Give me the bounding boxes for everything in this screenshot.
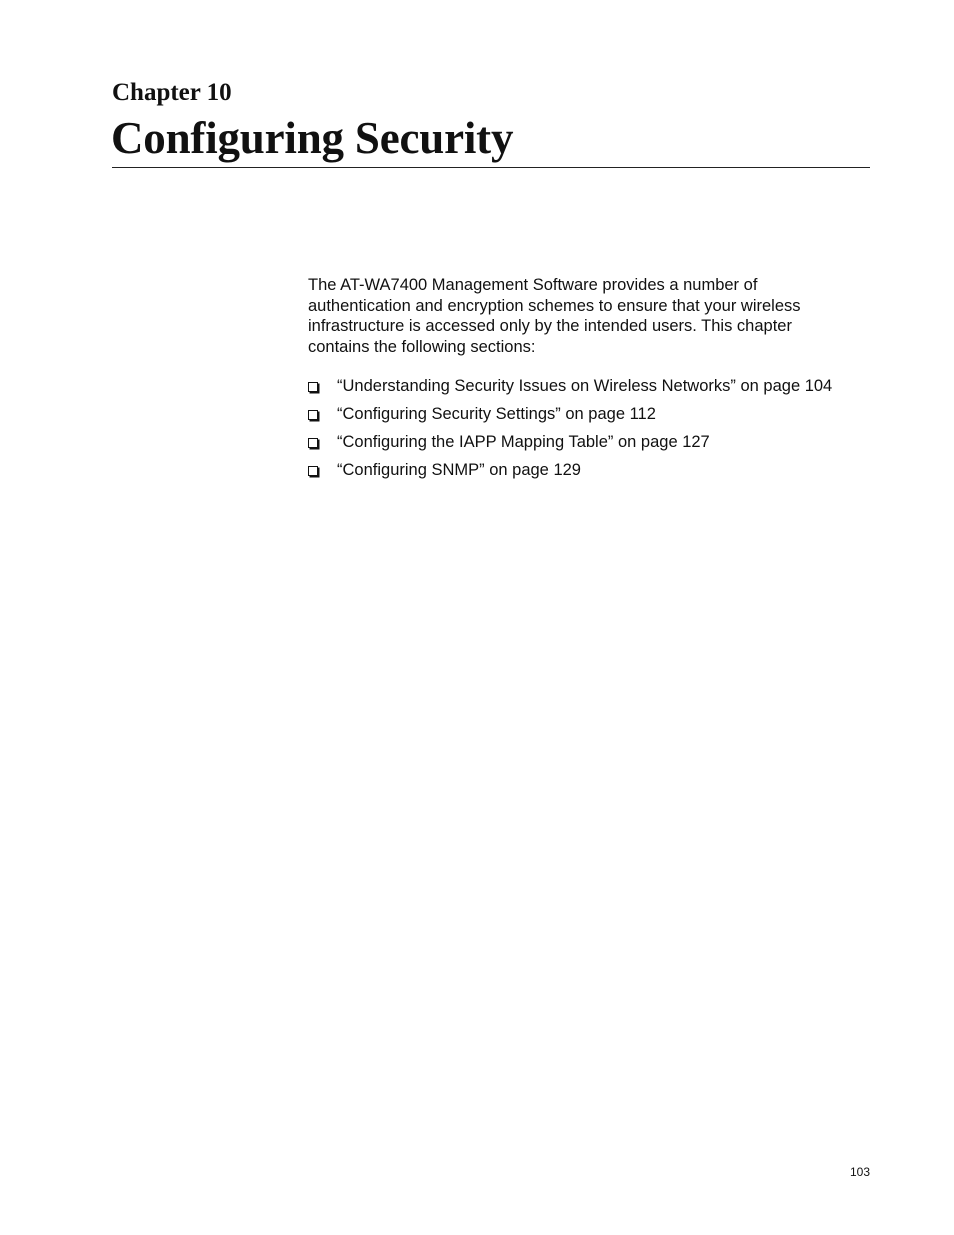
page-number: 103	[849, 1165, 870, 1179]
section-link-text: “Configuring SNMP” on page 129	[337, 461, 581, 479]
checkbox-bullet-icon	[308, 466, 318, 476]
intro-paragraph: The AT-WA7400 Management Software provides a number of authentication and encryption schemes to ensure that your wireless infrastructure is accessed only by the intended users. This chapter contains the following sections:	[308, 276, 801, 356]
section-link-text: “Configuring the IAPP Mapping Table” on page 127	[337, 433, 710, 451]
section-link-text: “Configuring Security Settings” on page 112	[337, 405, 656, 423]
section-list-item	[308, 400, 832, 428]
checkbox-bullet-icon	[308, 410, 318, 420]
section-list	[308, 372, 832, 484]
section-list-item	[308, 456, 832, 484]
section-list-item	[308, 372, 832, 400]
section-list-item	[308, 428, 832, 456]
checkbox-bullet-icon	[308, 438, 318, 448]
chapter-title: Configuring Security	[111, 113, 514, 163]
section-link-text: “Understanding Security Issues on Wireless Networks” on page 104	[337, 377, 833, 395]
chapter-label: Chapter 10	[112, 79, 232, 106]
checkbox-bullet-icon	[308, 382, 318, 392]
title-divider	[112, 167, 870, 168]
